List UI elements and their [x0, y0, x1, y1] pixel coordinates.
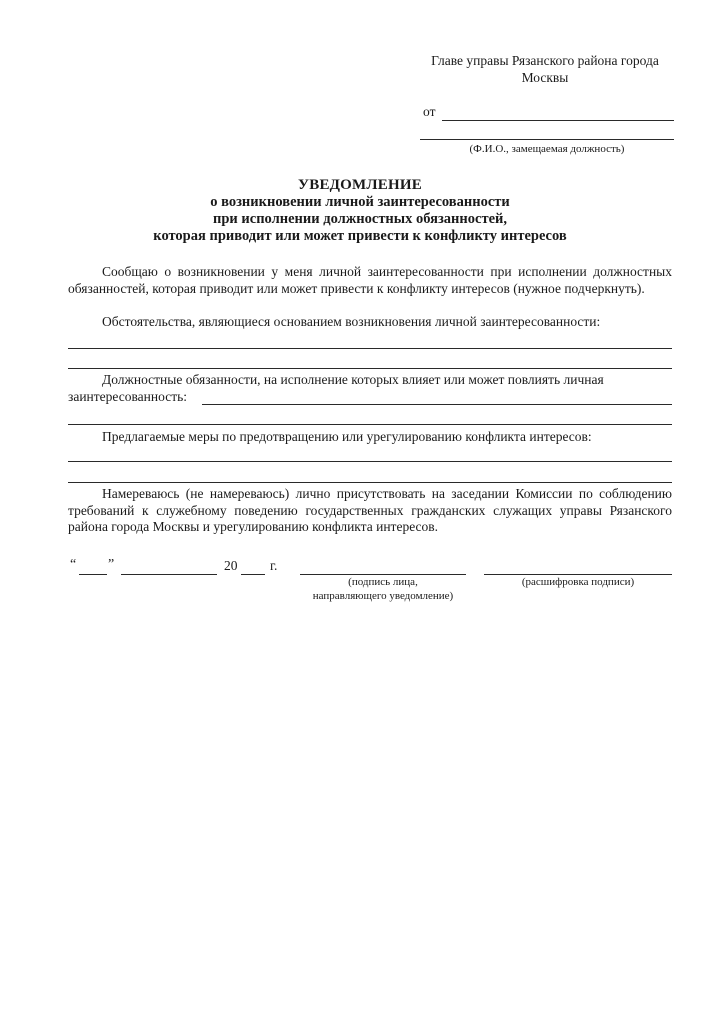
date-quote-open: “	[70, 557, 77, 572]
document-title: УВЕДОМЛЕНИЕ	[298, 177, 422, 193]
date-month-field[interactable]	[121, 574, 217, 575]
duties-field-line-2[interactable]	[68, 424, 672, 425]
heading-line-4: которая приводит или может привести к конфликту интересов	[153, 228, 567, 244]
signature-caption-line-2: направляющего уведомление)	[312, 590, 454, 602]
signature-caption	[290, 575, 476, 603]
from-label: от	[423, 104, 436, 119]
date-year-prefix: 20	[224, 558, 238, 573]
circumstances-field-line-1[interactable]	[68, 348, 672, 349]
date-day-field[interactable]	[79, 574, 107, 575]
paragraph-intention: Намереваюсь (не намереваюсь) лично присутствовать на заседании Комиссии по соблюдению требований к служебному поведению государственных гражданских служащих управы Рязанского района города Москвы и урегулированию конфликта интересов.	[68, 486, 672, 534]
addressee-block	[410, 52, 680, 86]
measures-field-line-1[interactable]	[68, 461, 672, 462]
signature-caption-line-1: (подпись лица,	[348, 576, 418, 588]
fio-caption: (Ф.И.О., замещаемая должность)	[469, 143, 625, 155]
duties-field-line-1[interactable]	[202, 404, 672, 405]
paragraph-circumstances: Обстоятельства, являющиеся основанием возникновения личной заинтересованности:	[102, 314, 601, 329]
paragraph-duties: Должностные обязанности, на исполнение которых влияет или может повлиять личная	[102, 372, 604, 387]
addressee-line-1: Главе управы Рязанского района города	[431, 53, 659, 68]
document-heading	[60, 177, 660, 245]
paragraph-measures: Предлагаемые меры по предотвращению или урегулированию конфликта интересов:	[102, 429, 592, 444]
signature-decoding-caption: (расшифровка подписи)	[521, 576, 635, 588]
date-year-field[interactable]	[241, 574, 265, 575]
heading-line-2: о возникновении личной заинтересованности	[210, 194, 510, 210]
addressee-line-2: Москвы	[521, 70, 569, 85]
from-position-field[interactable]	[420, 139, 674, 140]
from-name-field[interactable]	[442, 120, 674, 121]
paragraph-report: Сообщаю о возникновении у меня личной заинтересованности при исполнении должностных обязанностей, которая приводит или может привести к конфликту интересов (нужное подчеркнуть).	[68, 264, 672, 296]
date-year-suffix: г.	[270, 558, 278, 573]
date-quote-close: ”	[108, 557, 115, 572]
circumstances-field-line-2[interactable]	[68, 368, 672, 369]
paragraph-duties-continuation: заинтересованность:	[68, 389, 188, 404]
measures-field-line-2[interactable]	[68, 482, 672, 483]
heading-line-3: при исполнении должностных обязанностей,	[213, 211, 507, 227]
